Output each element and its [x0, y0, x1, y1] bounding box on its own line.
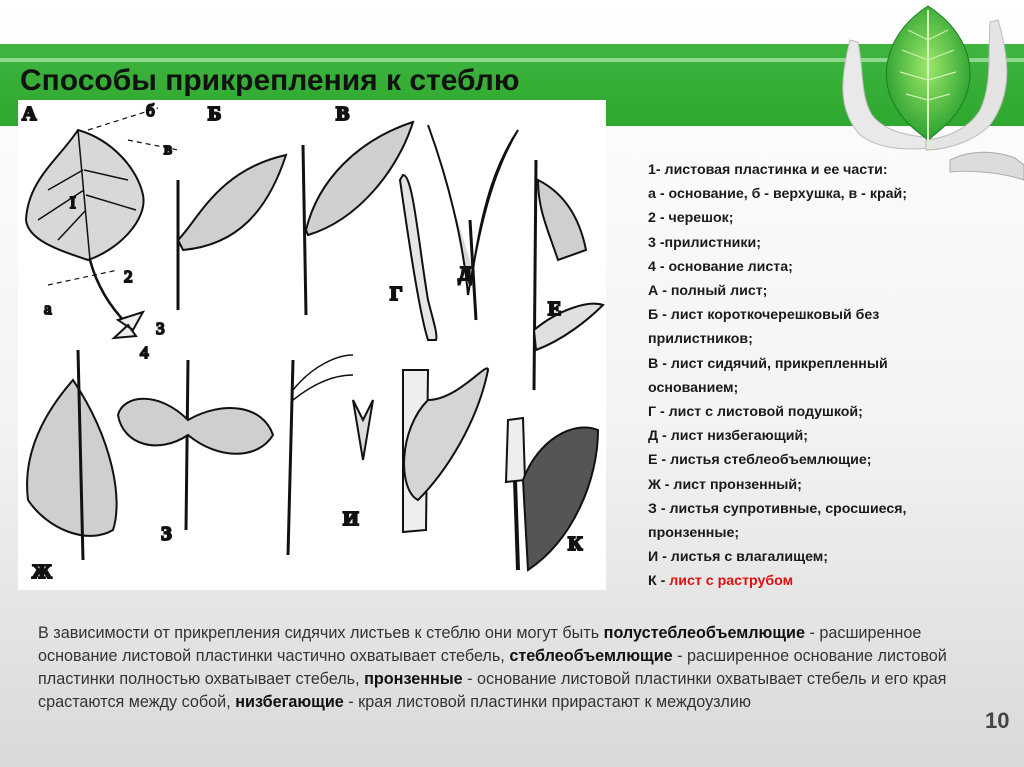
legend-item: прилистников; — [648, 331, 753, 348]
figure-letter-e: Е — [548, 298, 562, 320]
term-perfoliate: пронзенные — [364, 670, 463, 688]
figure-b-short-petiole-leaf — [178, 155, 286, 310]
figure-letter-z: З — [161, 523, 172, 545]
term-decurrent: низбегающие — [235, 693, 344, 711]
legend-item: пронзенные; — [648, 525, 740, 542]
figure-label-b-apex: б — [146, 101, 155, 120]
figure-letter-v: В — [336, 103, 350, 125]
figure-label-v-margin: в — [164, 139, 173, 158]
legend-last-prefix: К - — [648, 573, 670, 590]
figure-letter-d: Д — [458, 263, 472, 285]
legend-item: 2 - черешок; — [648, 210, 734, 227]
description-paragraph — [38, 622, 978, 714]
figure-letter-i: И — [343, 508, 359, 530]
figure-letter-zh: Ж — [32, 561, 52, 583]
legend-item: Ж - лист пронзенный; — [648, 476, 802, 493]
leaf-attachment-figure — [18, 100, 606, 590]
figure-label-4-leaf-base: 4 — [140, 343, 149, 362]
legend-item: З - листья супротивные, сросшиеся, — [648, 500, 907, 517]
figure-label-2-petiole: 2 — [124, 267, 133, 286]
figure-z-connate-leaves — [118, 360, 273, 530]
figure-letter-k: К — [568, 533, 583, 555]
legend-item: 1- листовая пластинка и ее части: — [648, 162, 888, 178]
figure-letter-a: А — [22, 103, 37, 125]
figure-label-a-base: а — [44, 299, 52, 318]
para-text-5: - края листовой пластинки прирастают к междоузлию — [343, 693, 752, 711]
figure-letter-g: Г — [390, 283, 403, 305]
legend-item: а - основание, б - верхушка, в - край; — [648, 186, 907, 203]
term-semi-clasping: полустеблеобъемлющие — [603, 624, 805, 642]
figure-label-1-blade: I — [70, 193, 76, 212]
para-text-4: - основание листовой пластинки охватывает стебель и его края срастаются между собой, — [38, 670, 947, 711]
legend-item: Г - лист с листовой подушкой; — [648, 404, 863, 421]
legend-item: Е - листья стеблеобъемлющие; — [648, 452, 872, 469]
para-text-2: - расширенное основание листовой пластинки частично охватывает стебель, — [38, 624, 922, 665]
figure-k-ochrea-leaf — [506, 418, 598, 570]
legend-item: Б - лист короткочерешковый без — [648, 307, 880, 324]
figure-e-clasping-leaves — [534, 160, 603, 390]
legend-last-highlight: лист с раструбом — [669, 573, 794, 590]
term-clasping: стеблеобъемлющие — [509, 647, 673, 665]
figure-d-decurrent-leaf — [428, 125, 518, 320]
figure-zh-perfoliate-leaf — [27, 350, 117, 560]
legend-item-last — [648, 569, 978, 593]
para-text-3: - расширенное основание листовой пластинки полностью охватывает стебель, — [38, 647, 947, 688]
legend-item: 4 - основание листа; — [648, 258, 793, 275]
figure-legend — [648, 158, 978, 594]
page-number: 10 — [985, 708, 1010, 733]
figure-letter-b: Б — [208, 103, 222, 125]
legend-item: В - лист сидячий, прикрепленный — [648, 355, 888, 372]
legend-item: Д - лист низбегающий; — [648, 428, 808, 445]
page-title: Способы прикрепления к стеблю — [20, 64, 520, 97]
legend-item: 3 -прилистники; — [648, 234, 761, 251]
legend-item: А - полный лист; — [648, 283, 768, 300]
figure-label-3-stipules: 3 — [156, 319, 165, 338]
legend-item: основанием; — [648, 379, 739, 396]
figure-g-leaf-cushion — [400, 175, 436, 340]
para-text-1: В зависимости от прикрепления сидячих листьев к стеблю они могут быть — [38, 624, 604, 642]
figure-i-sheathing-leaves — [288, 355, 488, 555]
legend-item: И - листья с влагалищем; — [648, 549, 829, 566]
